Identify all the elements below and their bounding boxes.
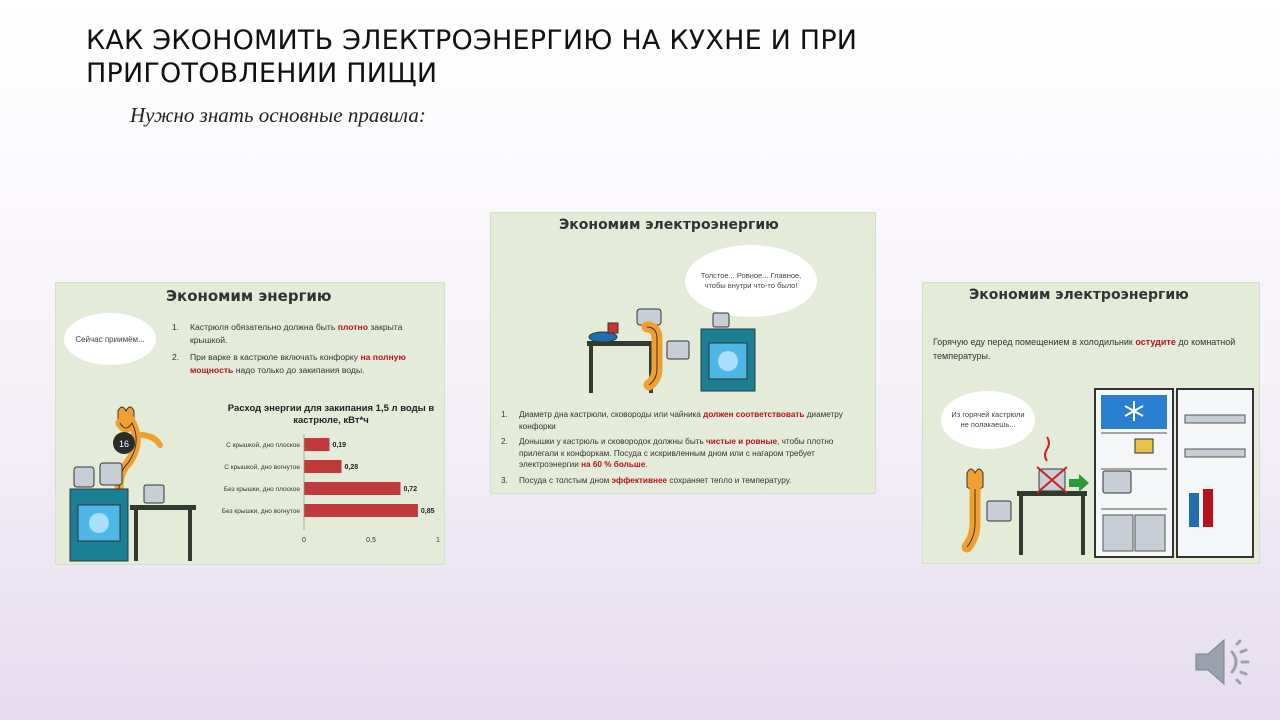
panel-title: Экономим электроэнергию: [559, 217, 779, 233]
data-label: 0,85: [420, 508, 435, 515]
rule-text: до комнатной температуры.: [933, 337, 1236, 361]
rule-text: , чтобы плотно прилегали к конфоркам. Посуда с искривленным дном или с нагаром требует электроэнергии: [519, 437, 834, 469]
rule-text: Донышки у кастрюль и сковородок должны быть: [519, 437, 707, 446]
bar: [304, 482, 400, 495]
speaker-icon[interactable]: [1190, 630, 1254, 694]
x-tick-label: 0: [302, 537, 306, 544]
rule-text: надо только до закипания воды.: [233, 365, 365, 375]
fridge-illustration: [923, 283, 1260, 564]
rule-highlight: на полную мощность: [190, 352, 406, 375]
stove-icon: [70, 463, 128, 561]
category-label: Без крышки, дно вогнутое: [221, 508, 300, 515]
speech-bubble-text: Толстое... Ровное... Главное, чтобы внутри что-то было!: [700, 271, 802, 290]
rule-text: Кастрюля обязательно должна быть: [190, 322, 338, 332]
rule-text: диаметру конфорки: [519, 410, 843, 431]
slide-subtitle: Нужно знать основные правила:: [130, 103, 426, 127]
stove-cat-illustration: [56, 383, 216, 563]
category-label: С крышкой, дно вогнутое: [224, 464, 300, 471]
panel-fridge-rule: [922, 282, 1260, 564]
bar: [304, 438, 329, 451]
rule-text: .: [645, 460, 648, 469]
table-icon: [1017, 437, 1087, 555]
rule-highlight: на 60 % больше: [581, 460, 646, 469]
rule-highlight: чистые и ровные: [706, 437, 778, 446]
rules-list: [501, 409, 873, 490]
rule-text: Диаметр дна кастрюли, сковороды или чайника: [519, 410, 704, 419]
rule-text: сохраняет тепло и температуру.: [667, 475, 792, 485]
rule-item: 1. Кастрюля обязательно должна быть плотно закрыта крышкой.: [172, 322, 403, 345]
panel-cookware-rules: [490, 212, 876, 494]
kettle-label: 16: [118, 439, 130, 449]
data-label: 0,28: [344, 464, 359, 471]
category-label: С крышкой, дно плоское: [226, 442, 300, 449]
rule-highlight: должен соответствовать: [703, 410, 805, 419]
bar: [304, 460, 342, 473]
rule-text: Посуда с толстым дном: [519, 475, 612, 485]
speech-bubble-text: Сейчас приимём...: [75, 334, 145, 344]
x-tick-label: 0,5: [366, 537, 376, 544]
rule-item: 2. Донышки у кастрюль и сковородок должны быть чистые и ровные, чтобы плотно прилегали к конфоркам. Посуда с искривленным дном или с нагаром требует электроэнергии на 60 % больше.: [501, 437, 834, 469]
rule-text: закрыта крышкой.: [190, 322, 403, 345]
rule-text: Горячую еду перед помещением в холодильник: [933, 337, 1136, 347]
cat-figure: [967, 469, 1011, 547]
category-label: Без крышки, дно плоское: [223, 486, 300, 493]
rule-highlight: остудите: [1135, 337, 1176, 347]
cat-figure: [637, 309, 689, 385]
stove-cat-illustration: [491, 213, 876, 393]
rule-item: 3. Посуда с толстым дном эффективнее сохраняет тепло и температуру.: [501, 475, 792, 485]
rule-highlight: эффективнее: [611, 475, 668, 485]
slide-title: КАК ЭКОНОМИТЬ ЭЛЕКТРОЭНЕРГИЮ НА КУХНЕ И ПРИ ПРИГОТОВЛЕНИИ ПИЩИ: [86, 25, 858, 89]
panel-title: Экономим энергию: [166, 287, 332, 305]
fridge-icon: [1095, 389, 1253, 557]
speech-bubble-text: Из горячей кастрюли не полакаешь...: [951, 410, 1025, 429]
rule-highlight: плотно: [337, 322, 368, 332]
rule-item: 1. Диаметр дна кастрюли, сковороды или чайника должен соответствовать диаметру конфорки: [501, 410, 843, 431]
x-tick-label: 1: [436, 537, 440, 544]
kettle-icon: [113, 432, 135, 454]
chart-title: Расход энергии для закипания 1,5 л воды в кастрюле, кВт*ч: [227, 403, 435, 426]
arrow-right-icon: [1069, 474, 1089, 492]
table-icon: [130, 485, 196, 561]
rule-item: 2. При варке в кастрюле включать конфорку на полную мощность надо только до закипания воды.: [172, 352, 406, 375]
panel-title: Экономим электроэнергию: [969, 287, 1189, 303]
data-label: 0,19: [332, 442, 347, 449]
bar: [304, 504, 418, 517]
stove-icon: [701, 313, 755, 391]
panel-energy-saving: [55, 282, 445, 565]
rule-text: При варке в кастрюле включать конфорку: [190, 352, 361, 362]
data-label: 0,72: [403, 486, 418, 493]
